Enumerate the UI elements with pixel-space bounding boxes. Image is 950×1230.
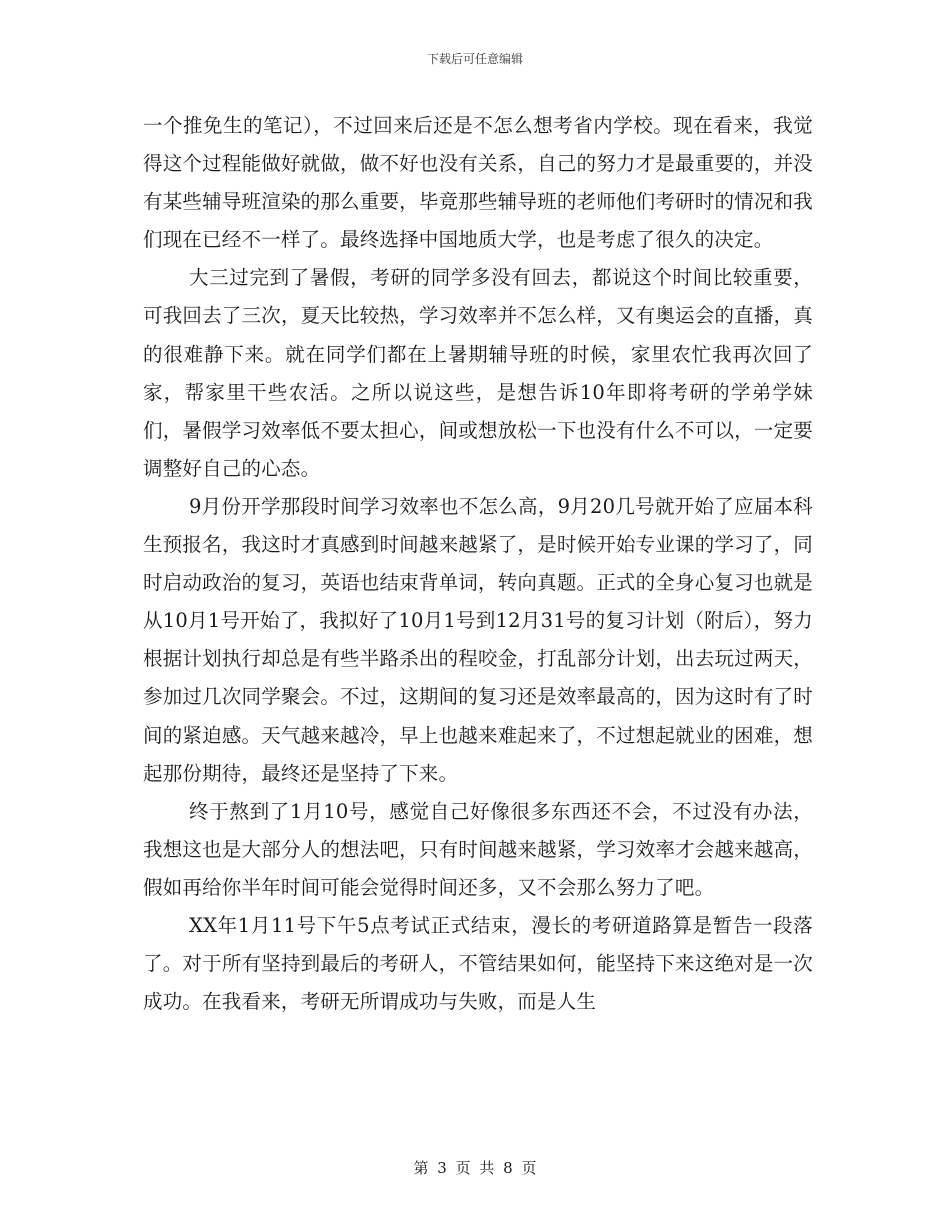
- paragraph-4: 终于熬到了1月10号，感觉自己好像很多东西还不会，不过没有办法，我想这也是大部分人的想法吧，只有时间越来越紧，学习效率才会越来越高，假如再给你半年时间可能会觉得时间还多，又不会那么努力了吧。: [143, 799, 813, 899]
- paragraph-3: 9月份开学那段时间学习效率也不怎么高，9月20几号就开始了应届本科生预报名，我这时才真感到时间越来越紧了，是时候开始专业课的学习了，同时启动政治的复习，英语也结束背单词，转向真题。正式的全身心复习也就是从10月1号开始了，我拟好了10月1号到12月31号的复习计划（附后），努力根据计划执行却总是有些半路杀出的程咬金，打乱部分计划，出去玩过两天，参加过几次同学聚会。不过，这期间的复习还是效率最高的，因为这时有了时间的紧迫感。天气越来越冷，早上也越来难起来了，不过想起就业的困难，想起那份期待，最终还是坚持了下来。: [143, 494, 813, 785]
- document-body: [143, 107, 813, 1021]
- paragraph-2: 大三过完到了暑假，考研的同学多没有回去，都说这个时间比较重要，可我回去了三次，夏天比较热，学习效率并不怎么样，又有奥运会的直播，真的很难静下来。就在同学们都在上暑期辅导班的时候，家里农忙我再次回了家，帮家里干些农活。之所以说这些，是想告诉10年即将考研的学弟学妹们，暑假学习效率低不要太担心，间或想放松一下也没有什么不可以，一定要调整好自己的心态。: [143, 266, 813, 480]
- page-footer: 第 3 页 共 8 页: [413, 1159, 537, 1177]
- page-header: 下载后可任意编辑: [426, 52, 523, 66]
- paragraph-1: 一个推免生的笔记），不过回来后还是不怎么想考省内学校。现在看来，我觉得这个过程能做好就做，做不好也没有关系，自己的努力才是最重要的，并没有某些辅导班渲染的那么重要，毕竟那些辅导班的老师他们考研时的情况和我们现在已经不一样了。最终选择中国地质大学，也是考虑了很久的决定。: [143, 114, 813, 252]
- paragraph-5: XX年1月11号下午5点考试正式结束，漫长的考研道路算是暂告一段落了。对于所有坚持到最后的考研人，不管结果如何，能坚持下来这绝对是一次成功。在我看来，考研无所谓成功与失败，而是人生: [143, 913, 813, 1014]
